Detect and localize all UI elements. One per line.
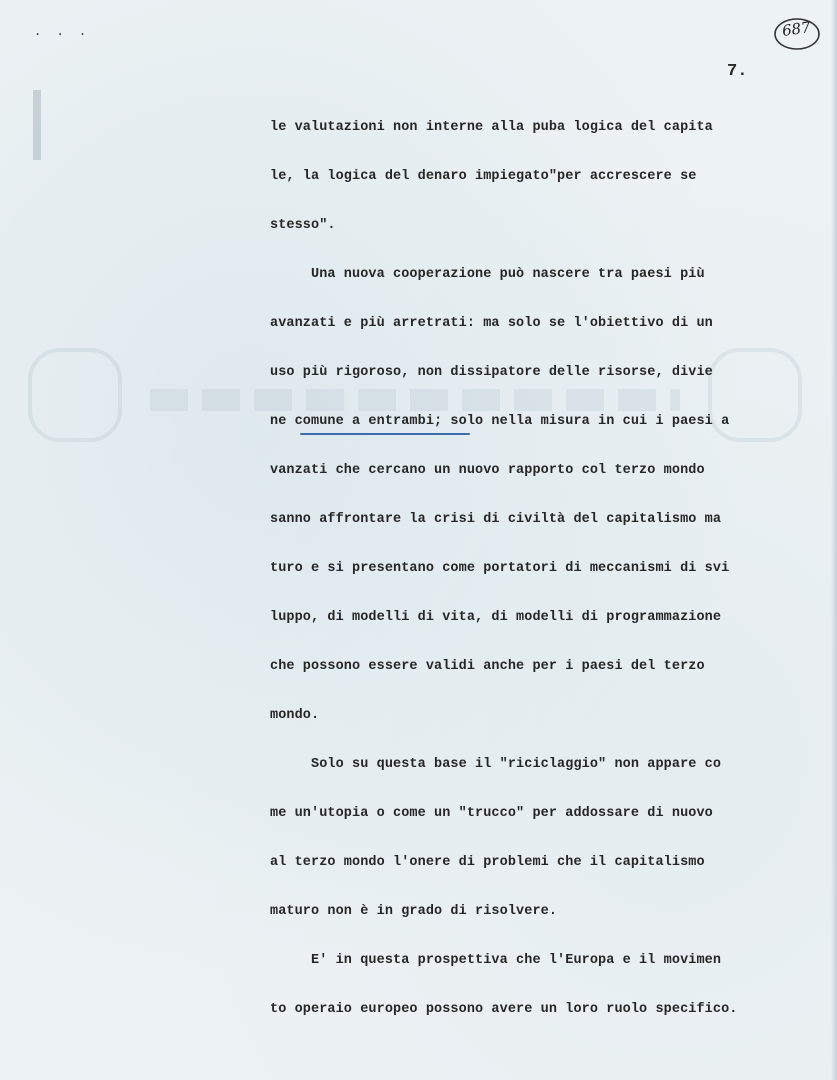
text-line: che possono essere validi anche per i paesi del terzo xyxy=(270,659,705,674)
text-line: me un'utopia o come un "trucco" per addossare di nuovo xyxy=(270,806,713,821)
pen-underline xyxy=(300,433,470,435)
text-line: al terzo mondo l'onere di problemi che il capitalismo xyxy=(270,855,705,870)
text-line: Una nuova cooperazione può nascere tra paesi più xyxy=(270,267,705,282)
text-line: le valutazioni non interne alla puba logica del capita xyxy=(270,120,713,135)
margin-stamp-mark xyxy=(30,90,44,160)
text-line: ne comune a entrambi; solo nella misura in cui i paesi a xyxy=(270,414,730,429)
text-line: vanzati che cercano un nuovo rapporto col terzo mondo xyxy=(270,463,705,478)
text-line: luppo, di modelli di vita, di modelli di programmazione xyxy=(270,610,722,625)
text-line: Solo su questa base il "riciclaggio" non appare co xyxy=(270,757,722,772)
text-line: maturo non è in grado di risolvere. xyxy=(270,904,558,919)
page-number: 7. xyxy=(727,62,748,81)
page-edge-shadow xyxy=(831,0,837,1080)
text-line: le, la logica del denaro impiegato"per accrescere se xyxy=(270,169,697,184)
text-line: avanzati e più arretrati: ma solo se l'obiettivo di un xyxy=(270,316,713,331)
text-line: stesso". xyxy=(270,218,336,233)
bleed-through-stamp xyxy=(20,340,810,460)
text-line: sanno affrontare la crisi di civiltà del capitalismo ma xyxy=(270,512,722,527)
text-line: uso più rigoroso, non dissipatore delle risorse, divie xyxy=(270,365,713,380)
corner-marks: . . . xyxy=(34,24,91,38)
text-line: to operaio europeo possono avere un loro ruolo specifico. xyxy=(270,1002,738,1017)
text-line: mondo. xyxy=(270,708,320,723)
text-line: turo e si presentano come portatori di meccanismi di svi xyxy=(270,561,730,576)
archive-number: 687 xyxy=(780,18,812,40)
text-line: E' in questa prospettiva che l'Europa e il movimen xyxy=(270,953,722,968)
